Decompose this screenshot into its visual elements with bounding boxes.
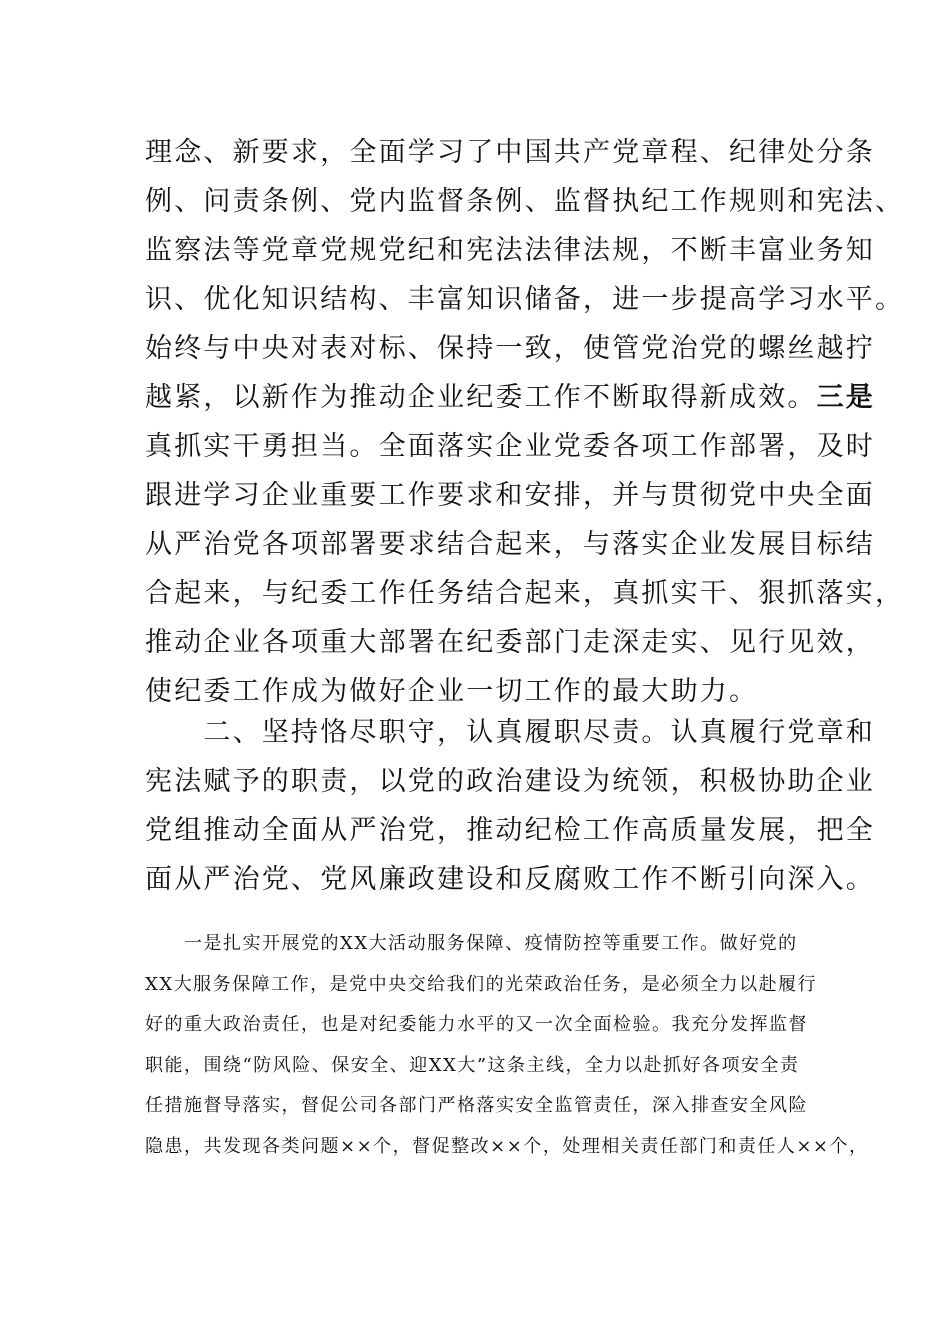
text-line: 一是扎实开展党的XX大活动服务保障、疫情防控等重要工作。做好党的 xyxy=(145,933,798,954)
text-line: 面从严治党、党风廉政建设和反腐败工作不断引向深入。 xyxy=(145,864,875,895)
text-line: 识、优化知识结构、丰富知识储备，进一步提高学习水平。 xyxy=(145,284,905,315)
paragraph-section-two xyxy=(145,708,875,904)
text-line: 党组推动全面从严治党，推动纪检工作高质量发展，把全 xyxy=(145,815,875,846)
text-line: 例、问责条例、党内监督条例、监督执纪工作规则和宪法、 xyxy=(145,186,905,217)
paragraph-continuation xyxy=(145,128,905,716)
text-line: 从严治党各项部署要求结合起来，与落实企业发展目标结 xyxy=(145,529,875,560)
text-line xyxy=(145,373,876,422)
text-line: 任措施督导落实，督促公司各部门严格落实安全监管责任，深入排查安全风险 xyxy=(145,1095,808,1116)
text-line: 真抓实干勇担当。全面落实企业党委各项工作部署，及时 xyxy=(145,431,875,462)
text-line: 好的重大政治责任，也是对纪委能力水平的又一次全面检验。我充分发挥监督 xyxy=(145,1014,808,1035)
text-line: 使纪委工作成为做好企业一切工作的最大助力。 xyxy=(145,676,759,707)
paragraph-small-text xyxy=(145,924,869,1167)
text-line: 隐患，共发现各类问题××个，督促整改××个，处理相关责任部门和责任人××个， xyxy=(145,1135,869,1157)
text-line: XX大服务保障工作，是党中央交给我们的光荣政治任务，是必须全力以赴履行 xyxy=(145,973,818,995)
text-line: 二、坚持恪尽职守，认真履职尽责。认真履行党章和 xyxy=(145,717,875,748)
bold-lead-text: 三是 xyxy=(816,382,876,413)
text-line: 跟进学习企业重要工作要求和安排，并与贯彻党中央全面 xyxy=(145,480,875,511)
text-segment: 越紧，以新作为推动企业纪委工作不断取得新成效。 xyxy=(145,382,817,413)
text-line: 监察法等党章党规党纪和宪法法律法规，不断丰富业务知 xyxy=(145,235,875,266)
text-line: 理念、新要求，全面学习了中国共产党章程、纪律处分条 xyxy=(145,137,875,168)
text-line: 合起来，与纪委工作任务结合起来，真抓实干、狠抓落实， xyxy=(145,578,905,609)
text-line: 职能，围绕“防风险、保安全、迎XX大”这条主线，全力以赴抓好各项安全责 xyxy=(145,1054,800,1076)
text-line: 推动企业各项重大部署在纪委部门走深走实、见行见效， xyxy=(145,627,875,658)
text-line: 始终与中央对表对标、保持一致，使管党治党的螺丝越拧 xyxy=(145,333,875,364)
text-line: 宪法赋予的职责，以党的政治建设为统领，积极协助企业 xyxy=(145,766,875,797)
